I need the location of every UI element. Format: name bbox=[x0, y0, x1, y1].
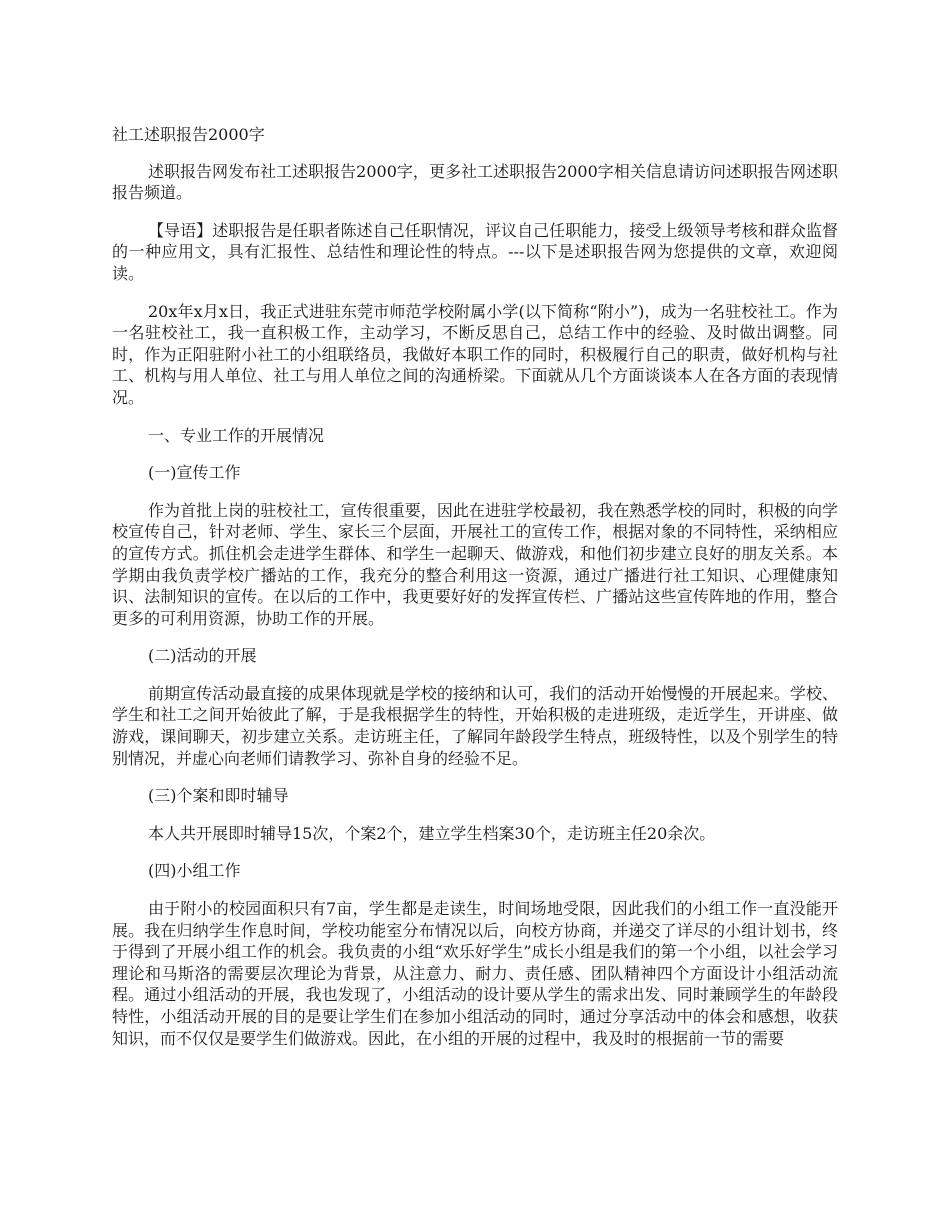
guide-paragraph: 【导语】述职报告是任职者陈述自己任职情况，评议自己任职能力，接受上级领导考核和群众监督的一种应用文，具有汇报性、总结性和理论性的特点。---以下是述职报告网为您提供的文章，欢迎阅读。 bbox=[112, 220, 838, 283]
paragraph-5: 由于附小的校园面积只有7亩，学生都是走读生，时间场地受限，因此我们的小组工作一直没能开展。我在归纳学生作息时间，学校功能室分布情况以后，向校方协商，并递交了详尽的小组计划书，终于得到了开展小组工作的机会。我负责的小组“欢乐好学生”成长小组是我们的第一个小组，以社会学习理论和马斯洛的需要层次理论为背景，从注意力、耐力、责任感、团队精神四个方面设计小组活动流程。通过小组活动的开展，我也发现了，小组活动的设计要从学生的需求出发、同时兼顾学生的年龄段特性，小组活动开展的目的是要让学生们在参加小组活动的同时，通过分享活动中的体会和感想，收获知识，而不仅仅是要学生们做游戏。因此，在小组的开展的过程中，我及时的根据前一节的需要 bbox=[112, 899, 838, 1048]
paragraph-3: 前期宣传活动最直接的成果体现就是学校的接纳和认可，我们的活动开始慢慢的开展起来。学校、学生和社工之间开始彼此了解，于是我根据学生的特性，开始积极的走进班级，走近学生，开讲座、做游戏，课间聊天，初步建立关系。走访班主任，了解同年龄段学生特点，班级特性，以及个别学生的特别情况，并虚心向老师们请教学习、弥补自身的经验不足。 bbox=[112, 683, 838, 768]
subheading-4: (四)小组工作 bbox=[148, 861, 241, 881]
intro-paragraph: 述职报告网发布社工述职报告2000字，更多社工述职报告2000字相关信息请访问述职报告网述职报告频道。 bbox=[112, 161, 838, 203]
paragraph-4: 本人共开展即时辅导15次，个案2个，建立学生档案30个，走访班主任20余次。 bbox=[148, 823, 716, 843]
paragraph-1: 20x年x月x日，我正式进驻东莞市师范学校附属小学(以下简称“附小”)，成为一名驻校社工。作为一名驻校社工，我一直积极工作，主动学习，不断反思自己，总结工作中的经验、及时做出调整。同时，作为正阳驻附小社工的小组联络员，我做好本职工作的同时，积极履行自己的职责，做好机构与社工、机构与用人单位、社工与用人单位之间的沟通桥梁。下面就从几个方面谈谈本人在各方面的表现情况。 bbox=[112, 301, 838, 407]
section-heading-1: 一、专业工作的开展情况 bbox=[148, 425, 325, 445]
subheading-3: (三)个案和即时辅导 bbox=[148, 786, 289, 806]
paragraph-2: 作为首批上岗的驻校社工，宣传很重要，因此在进驻学校最初，我在熟悉学校的同时，积极的向学校宣传自己，针对老师、学生、家长三个层面，开展社工的宣传工作，根据对象的不同特性，采纳相应的宣传方式。抓住机会走进学生群体、和学生一起聊天、做游戏，和他们初步建立良好的朋友关系。本学期由我负责学校广播站的工作，我充分的整合利用这一资源，通过广播进行社工知识、心理健康知识、法制知识的宣传。在以后的工作中，我更要好好的发挥宣传栏、广播站这些宣传阵地的作用，整合更多的可利用资源，协助工作的开展。 bbox=[112, 500, 838, 628]
document-title: 社工述职报告2000字 bbox=[112, 125, 265, 144]
subheading-1: (一)宣传工作 bbox=[148, 463, 241, 483]
subheading-2: (二)活动的开展 bbox=[148, 646, 257, 666]
document-page bbox=[112, 124, 838, 1065]
